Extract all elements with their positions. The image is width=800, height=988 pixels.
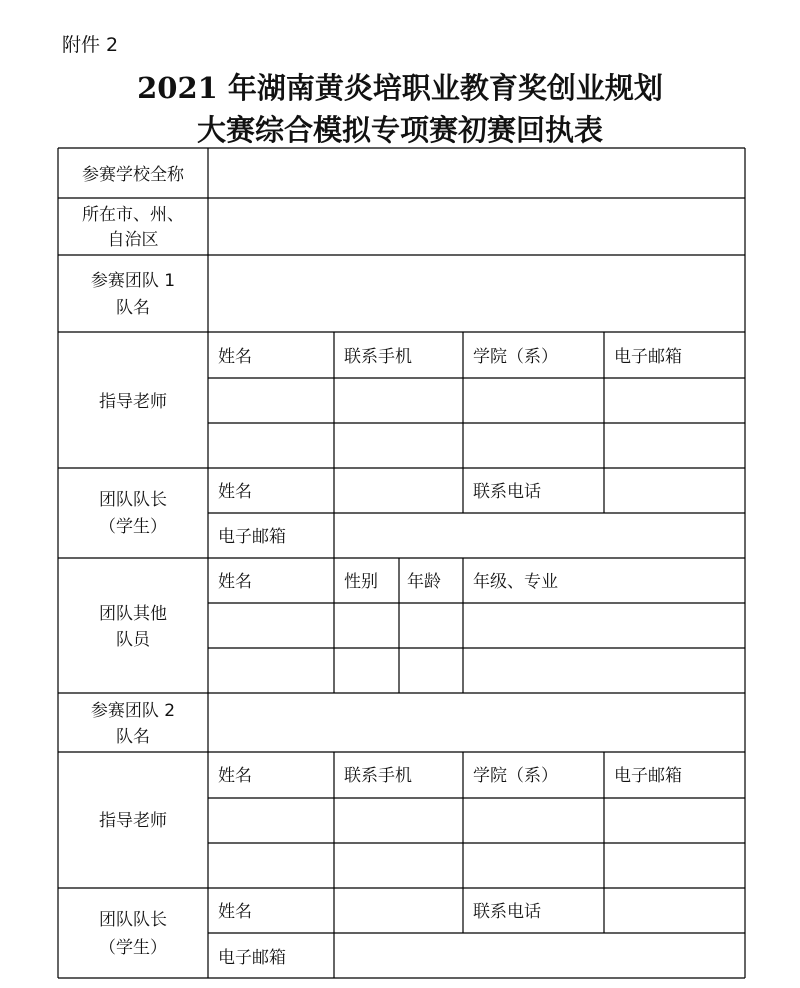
label-team1: 参赛团队 1 [90,271,176,291]
label-student-2: （学生） [99,938,167,958]
header-name: 姓名 [218,572,252,592]
header-college: 学院（系） [473,766,558,786]
header-email: 电子邮箱 [614,347,682,367]
header-name: 姓名 [218,902,252,922]
header-mobile: 联系手机 [344,766,412,786]
label-team-leader-1: 团队队长 [99,490,167,510]
header-mobile: 联系手机 [344,347,412,367]
header-age: 年龄 [407,572,441,592]
label-other-members-cont: 队员 [116,630,150,650]
header-name: 姓名 [218,347,252,367]
label-team2-name: 队名 [116,727,150,747]
form-title-line-2: 大赛综合模拟专项赛初赛回执表 [196,113,603,147]
label-student-1: （学生） [99,517,167,537]
label-other-members: 团队其他 [99,604,167,624]
label-team2: 参赛团队 2 [90,701,176,721]
attachment-label: 附件 2 [62,34,119,56]
label-city-cont: 自治区 [107,230,159,250]
header-college: 学院（系） [473,347,558,367]
label-advisor-1: 指导老师 [99,392,167,412]
label-school-name: 参赛学校全称 [82,165,184,185]
label-team-leader-2: 团队队长 [99,910,167,930]
header-gender: 性别 [344,572,378,592]
form-title-line-1: 2021 年湖南黄炎培职业教育奖创业规划 [137,71,663,105]
header-name: 姓名 [218,482,252,502]
label-team1-name: 队名 [116,298,150,318]
header-phone: 联系电话 [473,902,541,922]
header-email: 电子邮箱 [614,766,682,786]
header-grade-major: 年级、专业 [473,572,558,592]
label-city: 所在市、州、 [82,205,184,225]
header-phone: 联系电话 [473,482,541,502]
header-email: 电子邮箱 [218,527,286,547]
header-email: 电子邮箱 [218,948,286,968]
header-name: 姓名 [218,766,252,786]
label-advisor-2: 指导老师 [99,811,167,831]
